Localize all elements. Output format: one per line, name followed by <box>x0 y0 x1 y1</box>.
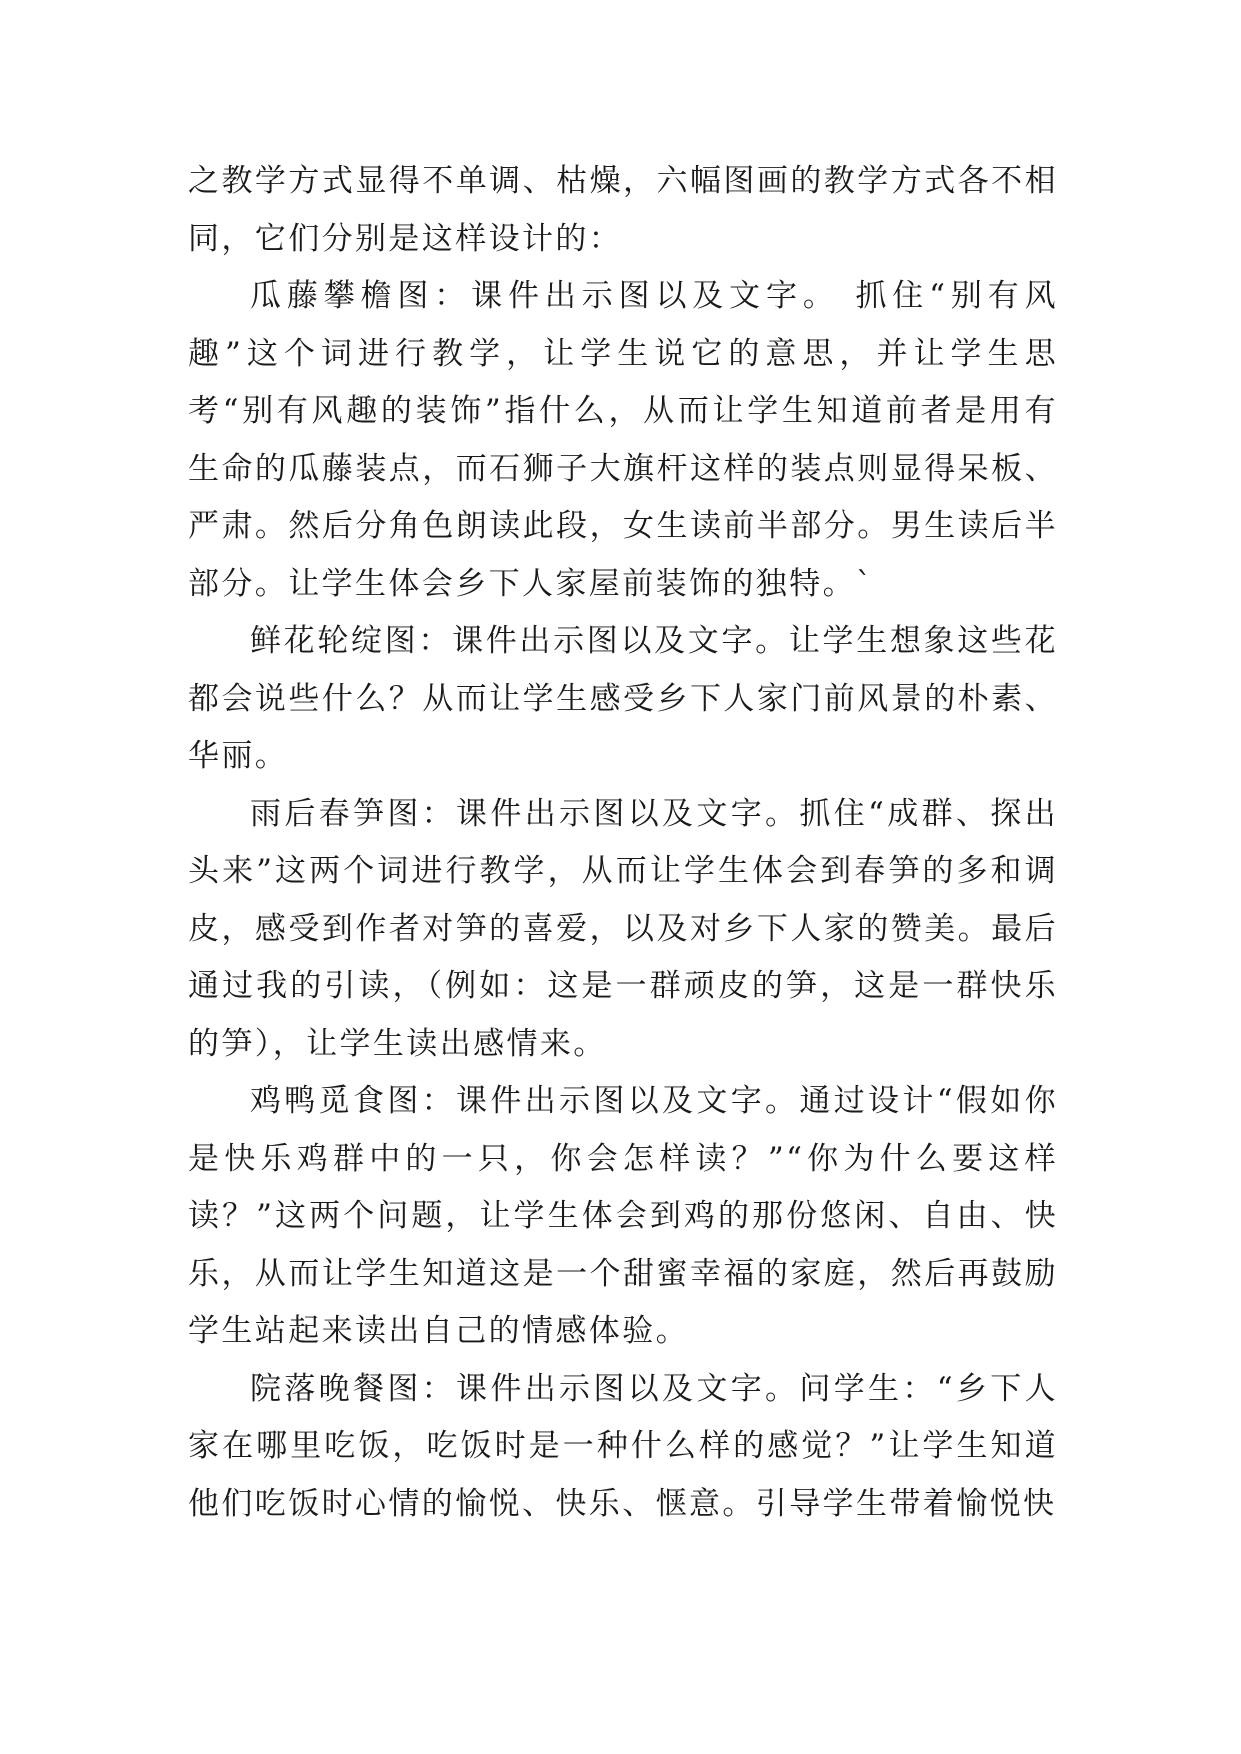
paragraph-xianhua-lunzhan: 鲜花轮绽图：课件出示图以及文字。让学生想象这些花都会说些什么？从而让学生感受乡下人家门前风景的朴素、华丽。 <box>188 623 1058 774</box>
paragraph-yuanluo-wancan: 院落晚餐图：课件出示图以及文字。问学生：“乡下人家在哪里吃饭，吃饭时是一种什么样的感觉？”让学生知道他们吃饭时心情的愉悦、快乐、惬意。引导学生带着愉悦快 <box>188 1370 1058 1522</box>
paragraph-continued: 之教学方式显得不单调、枯燥，六幅图画的教学方式各不相同，它们分别是这样设计的： <box>188 163 1058 257</box>
document-body <box>188 153 1058 1533</box>
paragraph-guateng-panyan: 瓜藤攀檐图：课件出示图以及文字。 抓住“别有风趣”这个词进行教学，让学生说它的意思，并让学生思考“别有风趣的装饰”指什么，从而让学生知道前者是用有生命的瓜藤装点，而石狮子大旗杆这样的装点则显得呆板、严肃。然后分角色朗读此段，女生读前半部分。男生读后半部分。让学生体会乡下人家屋前装饰的独特。` <box>188 278 1058 602</box>
paragraph-jiya-mishi: 鸡鸭觅食图：课件出示图以及文字。通过设计“假如你是快乐鸡群中的一只，你会怎样读？”“你为什么要这样读？”这两个问题，让学生体会到鸡的那份悠闲、自由、快乐，从而让学生知道这是一个甜蜜幸福的家庭，然后再鼓励学生站起来读出自己的情感体验。 <box>188 1083 1058 1349</box>
paragraph-yuhou-chunsun: 雨后春笋图：课件出示图以及文字。抓住“成群、探出头来”这两个词进行教学，从而让学生体会到春笋的多和调皮，感受到作者对笋的喜爱，以及对乡下人家的赞美。最后通过我的引读，（例如：这是一群顽皮的笋，这是一群快乐的笋），让学生读出感情来。 <box>188 795 1058 1062</box>
